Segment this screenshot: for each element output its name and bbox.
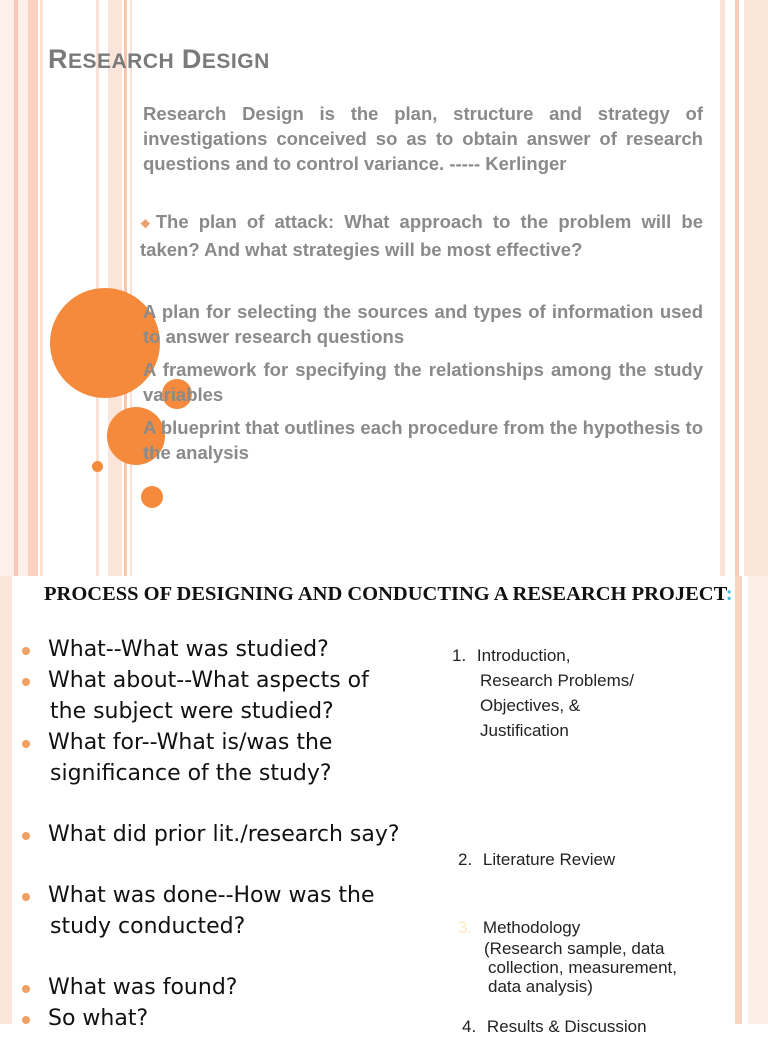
step-text: Objectives, & bbox=[480, 696, 581, 715]
bullet-sources: A plan for selecting the sources and types of information used to answer research questions bbox=[143, 301, 703, 347]
step-number: 2. bbox=[458, 850, 473, 869]
question-text: study conducted? bbox=[50, 914, 246, 939]
slide-research-process bbox=[0, 576, 768, 1036]
decor-circle-small bbox=[92, 461, 103, 472]
question-text: What for--What is/was the bbox=[48, 730, 333, 755]
step-text: Results & Discussion bbox=[486, 1017, 647, 1036]
step-methodology-line bbox=[484, 939, 664, 958]
step-introduction-line bbox=[480, 668, 634, 693]
question-text: What was done--How was the bbox=[48, 883, 375, 908]
step-text: Introduction, bbox=[476, 646, 571, 665]
bullet-blueprint: A blueprint that outlines each procedure from the hypothesis to the analysis bbox=[143, 417, 703, 463]
title-part: D bbox=[181, 44, 202, 74]
step-introduction bbox=[452, 643, 570, 668]
step-number: 4. bbox=[462, 1017, 477, 1036]
step-number: 1. bbox=[452, 646, 467, 665]
decor-band bbox=[748, 576, 768, 1024]
step-introduction-line bbox=[480, 693, 580, 718]
diamond-bullet-icon: ❖ bbox=[140, 217, 156, 231]
bullet-dot-icon bbox=[22, 740, 30, 748]
step-results bbox=[462, 1014, 647, 1039]
title-part: ESEARCH bbox=[68, 50, 175, 73]
bullet-dot-icon bbox=[22, 1016, 30, 1024]
step-methodology bbox=[458, 915, 580, 940]
question-text: the subject were studied? bbox=[50, 699, 334, 724]
step-text: Justification bbox=[480, 721, 569, 740]
bullet-dot-icon bbox=[22, 832, 30, 840]
decor-band bbox=[124, 0, 127, 576]
step-literature-review bbox=[458, 847, 615, 872]
step-text: (Research sample, data bbox=[484, 939, 665, 958]
bullet-plan-of-attack bbox=[140, 209, 703, 262]
process-title-text: PROCESS OF DESIGNING AND CONDUCTING A RESEARCH PROJECT bbox=[44, 583, 726, 605]
step-text: Methodology bbox=[482, 918, 581, 937]
title-colon: : bbox=[725, 583, 733, 605]
title-part: ESIGN bbox=[201, 50, 270, 73]
definition-text: Research Design is the plan, structure and strategy of investigations conceived so as to obtain answer of research questions and to control variance. ----- Kerlinger bbox=[143, 103, 703, 174]
step-number: 3. bbox=[458, 918, 473, 937]
step-methodology-line bbox=[488, 977, 593, 996]
question-text: What--What was studied? bbox=[48, 637, 329, 662]
question-text: So what? bbox=[48, 1006, 149, 1031]
step-text: data analysis) bbox=[488, 977, 593, 996]
decor-band bbox=[14, 0, 18, 576]
decor-band bbox=[735, 576, 742, 1024]
step-text: Research Problems/ bbox=[480, 671, 635, 690]
bullet-framework: A framework for specifying the relationships among the study variables bbox=[143, 359, 703, 405]
decor-band bbox=[735, 0, 739, 576]
decor-band bbox=[130, 0, 132, 576]
decor-band bbox=[40, 0, 43, 576]
bullet-dot-icon bbox=[22, 647, 30, 655]
decor-band bbox=[744, 0, 768, 576]
question-text: What about--What aspects of bbox=[48, 668, 369, 693]
bullet-dot-icon bbox=[22, 893, 30, 901]
slide-title bbox=[48, 44, 270, 75]
title-part: R bbox=[48, 44, 68, 74]
decor-circle-small bbox=[141, 486, 163, 508]
bullet-dot-icon bbox=[22, 678, 30, 686]
step-text: collection, measurement, bbox=[488, 958, 677, 977]
question-text: What was found? bbox=[48, 975, 238, 1000]
question-text: What did prior lit./research say? bbox=[48, 822, 400, 847]
bullet-dot-icon bbox=[22, 985, 30, 993]
decor-band bbox=[720, 0, 725, 576]
step-introduction-line bbox=[480, 718, 569, 743]
question-text: significance of the study? bbox=[50, 761, 332, 786]
step-methodology-line bbox=[488, 958, 677, 977]
step-text: Literature Review bbox=[482, 850, 616, 869]
decor-band bbox=[0, 576, 12, 1024]
bullet-text: The plan of attack: What approach to the problem will be taken? And what strategies will be most effective? bbox=[140, 211, 703, 260]
decor-band bbox=[28, 0, 38, 576]
process-title bbox=[44, 582, 734, 606]
